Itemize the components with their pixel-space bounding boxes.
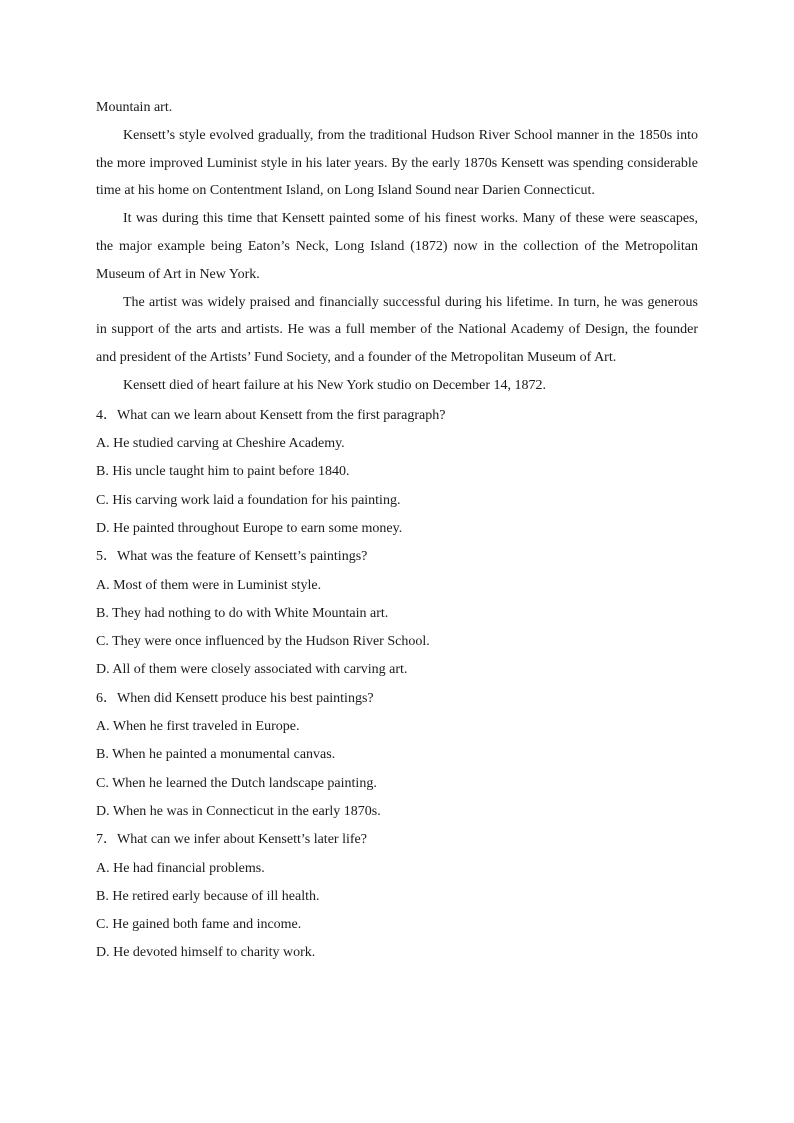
answer-option-d[interactable]: D. When he was in Connecticut in the early 1870s. [96,803,381,819]
passage-paragraph-finest-works: It was during this time that Kensett painted some of his finest works. Many of these were seascapes, the major example being Eaton’s Neck, Long Island (1872) now in the collection of the Metropolitan Museum of Art in New York. [96,211,698,282]
question-number: 5． [96,549,117,565]
question-number: 6． [96,690,117,706]
answer-option-b[interactable]: B. His uncle taught him to paint before 1840. [96,464,350,480]
question-4 [96,402,698,543]
answer-option-c[interactable]: C. They were once influenced by the Hudson River School. [96,634,430,650]
question-6 [96,685,698,826]
answer-option-b[interactable]: B. When he painted a monumental canvas. [96,747,336,763]
passage-paragraph-style: Kensett’s style evolved gradually, from the traditional Hudson River School manner in the 1850s into the more improved Luminist style in his later years. By the early 1870s Kensett was spending considerable time at his home on Contentment Island, on Long Island Sound near Darien Connecticut. [96,127,698,199]
question-text: What can we infer about Kensett’s later life? [117,832,367,848]
question-text: What can we learn about Kensett from the first paragraph? [117,407,446,423]
answer-option-a[interactable]: A. Most of them were in Luminist style. [96,577,322,593]
answer-option-a[interactable]: A. He had financial problems. [96,860,265,876]
question-text: When did Kensett produce his best paintings? [117,690,374,706]
answer-option-b[interactable]: B. He retired early because of ill health. [96,888,320,904]
question-7 [96,826,698,967]
answer-option-d[interactable]: D. He painted throughout Europe to earn some money. [96,520,403,536]
reading-passage [96,94,698,400]
question-stem [96,402,698,430]
question-stem [96,543,698,571]
answer-option-d[interactable]: D. He devoted himself to charity work. [96,945,316,961]
passage-paragraph-continuation: Mountain art. [96,100,173,115]
answer-option-d[interactable]: D. All of them were closely associated with carving art. [96,662,408,678]
answer-option-c[interactable]: C. When he learned the Dutch landscape painting. [96,775,377,791]
question-list [96,402,698,968]
question-stem [96,826,698,854]
question-text: What was the feature of Kensett’s paintings? [117,549,368,565]
document-page [96,94,698,968]
answer-option-b[interactable]: B. They had nothing to do with White Mountain art. [96,605,389,621]
question-number: 7． [96,832,117,848]
passage-paragraph-death: Kensett died of heart failure at his New York studio on December 14, 1872. [123,377,547,393]
answer-option-a[interactable]: A. He studied carving at Cheshire Academy. [96,436,345,452]
question-stem [96,685,698,713]
passage-paragraph-success: The artist was widely praised and financially successful during his lifetime. In turn, he was generous in support of the arts and artists. He was a full member of the National Academy of Design, the founder and president of the Artists’ Fund Society, and a founder of the Metropolitan Museum of Art. [96,294,698,366]
question-number: 4． [96,407,117,423]
answer-option-a[interactable]: A. When he first traveled in Europe. [96,719,300,735]
answer-option-c[interactable]: C. He gained both fame and income. [96,917,302,933]
answer-option-c[interactable]: C. His carving work laid a foundation for his painting. [96,492,401,508]
question-5 [96,543,698,684]
